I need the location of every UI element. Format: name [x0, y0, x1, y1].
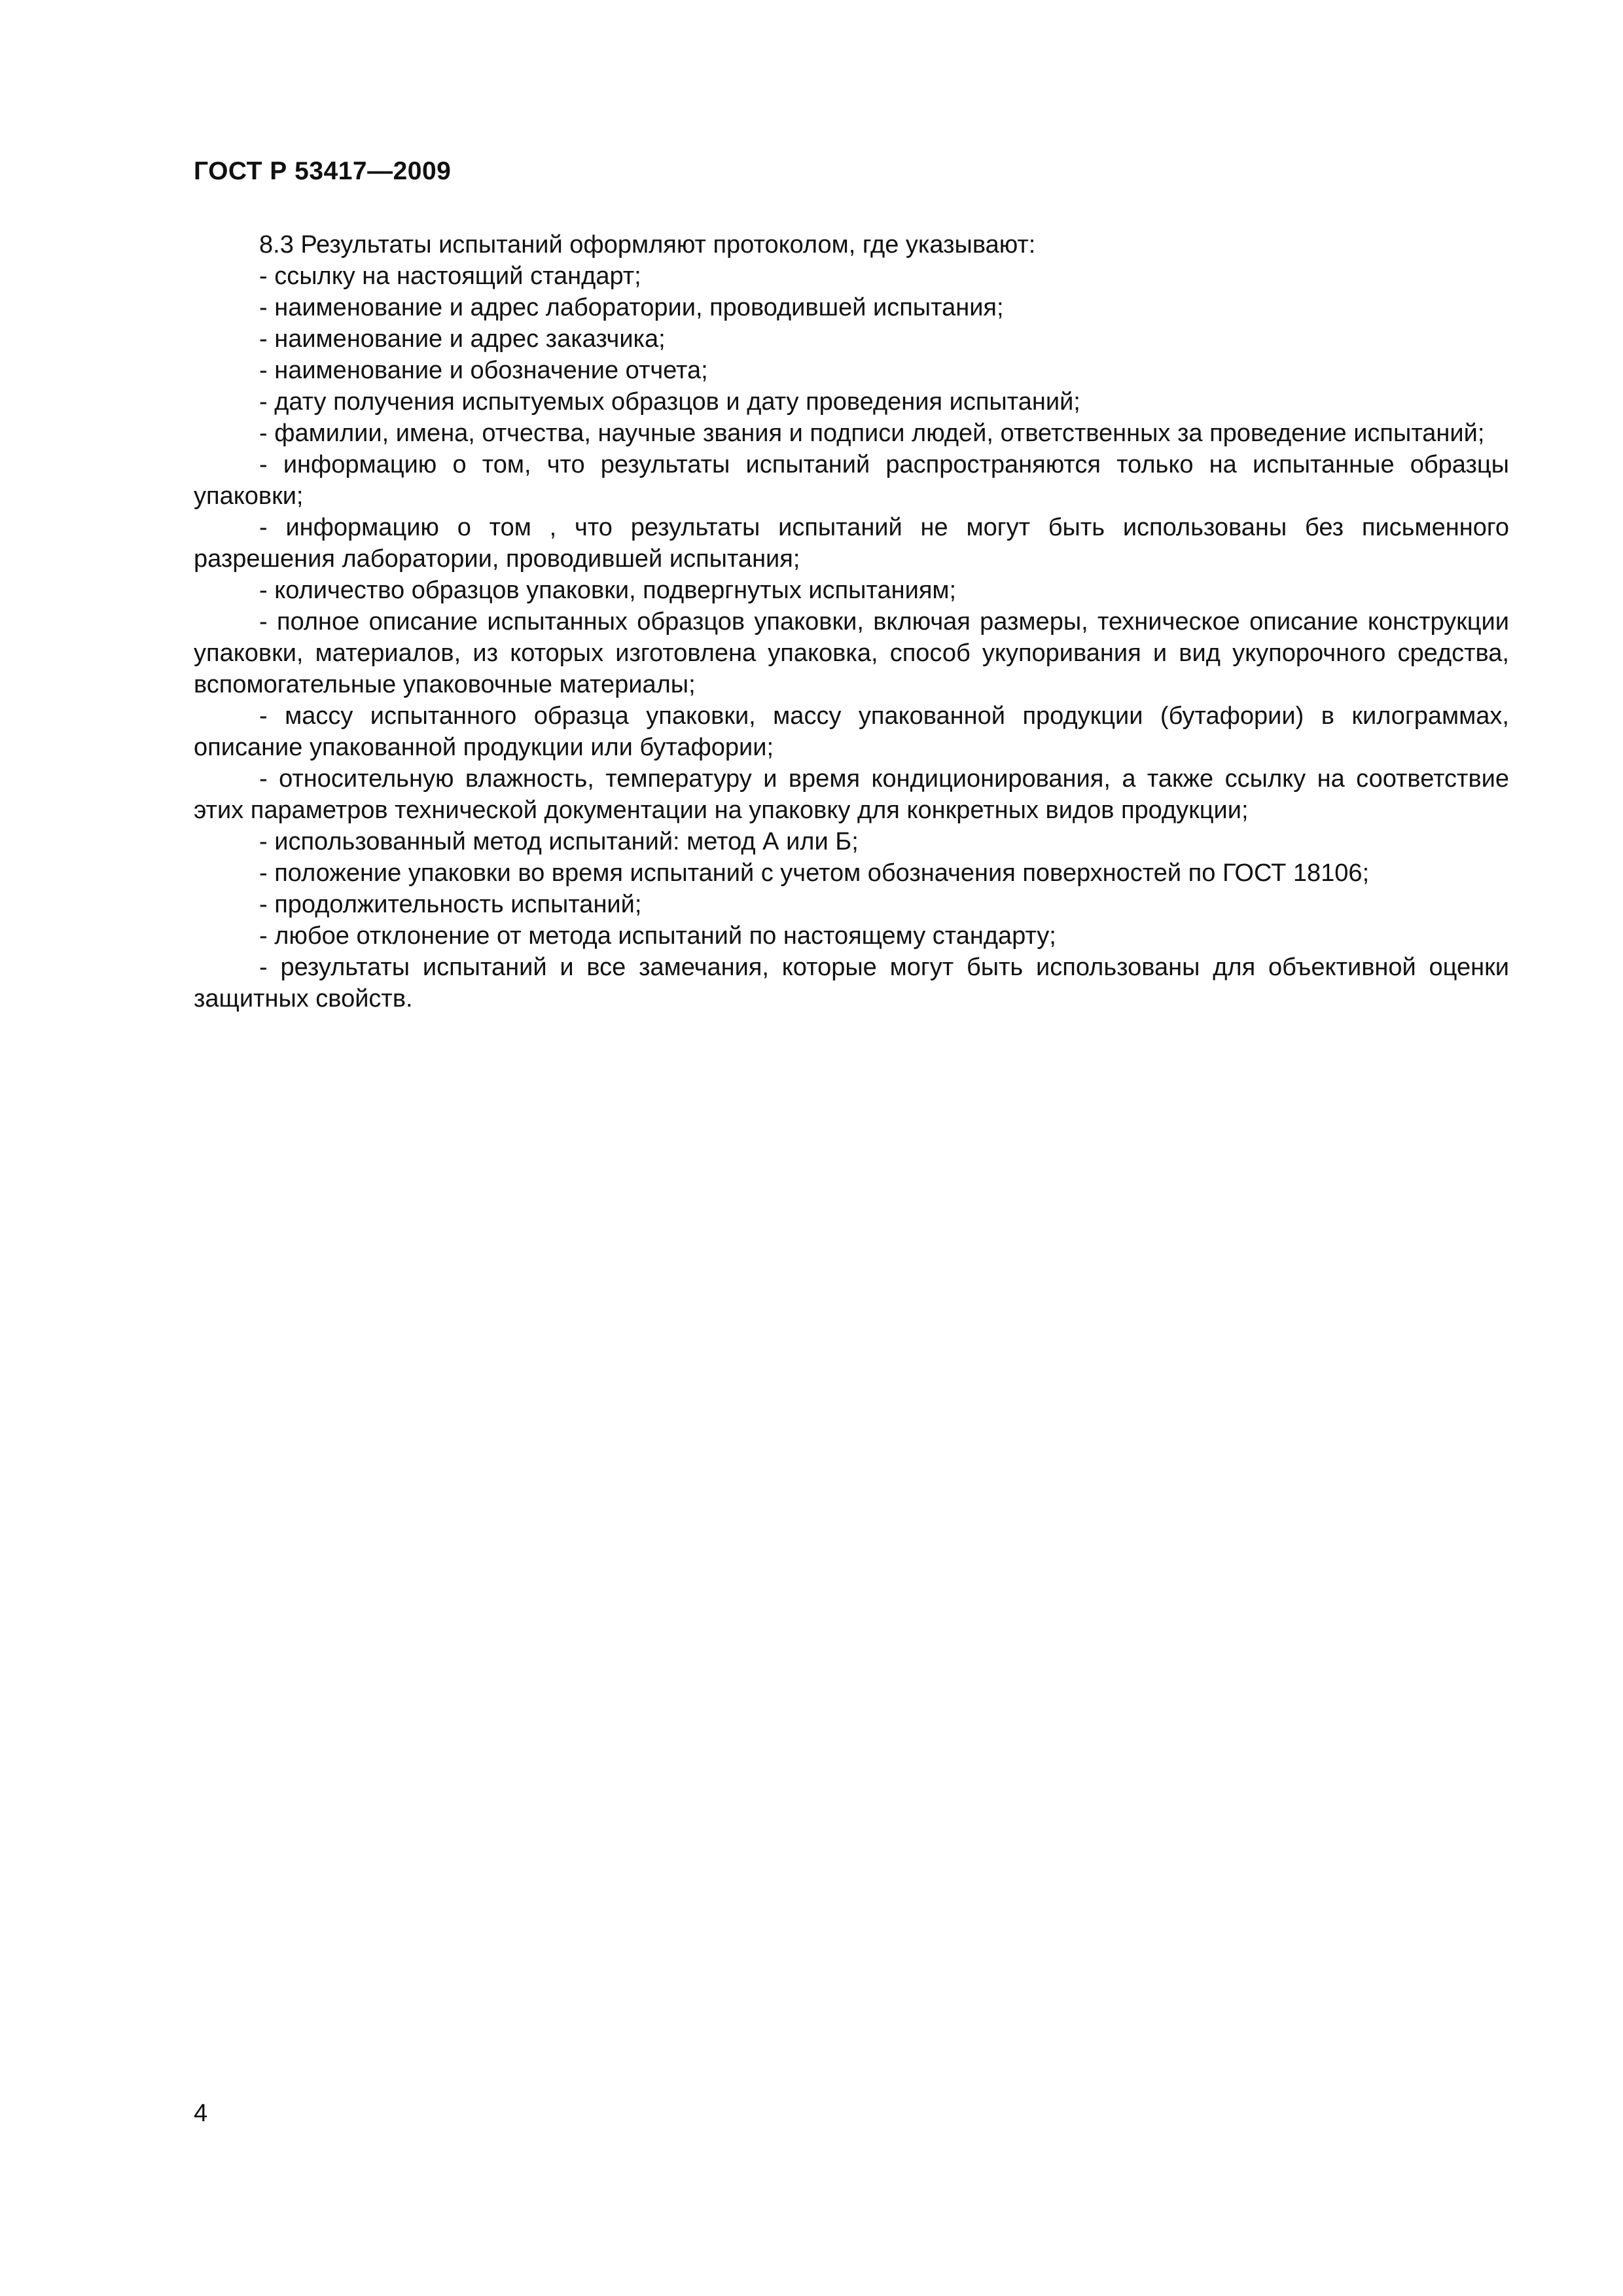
list-item: - наименование и адрес лаборатории, проводившей испытания; — [259, 294, 1004, 321]
list-item: - наименование и адрес заказчика; — [259, 325, 666, 353]
list-item: - информацию о том, что результаты испытаний распространяются только на испытанные образцы упаковки; — [194, 451, 1509, 510]
document-header: ГОСТ Р 53417—2009 — [194, 157, 452, 185]
list-item: - относительную влажность, температуру и время кондиционирования, а также ссылку на соответствие этих параметров технической документации на упаковку для конкретных видов продукции; — [194, 765, 1509, 824]
section-intro: 8.3 Результаты испытаний оформляют протоколом, где указывают: — [259, 231, 1036, 259]
list-item: - дату получения испытуемых образцов и дату проведения испытаний; — [259, 388, 1080, 416]
list-item: - наименование и обозначение отчета; — [259, 357, 708, 384]
section-8-3 — [194, 229, 1509, 1014]
list-item: - фамилии, имена, отчества, научные звания и подписи людей, ответственных за проведение испытаний; — [259, 420, 1485, 447]
list-item: - результаты испытаний и все замечания, которые могут быть использованы для объективной оценки защитных свойств. — [194, 954, 1509, 1013]
list-item: - продолжительность испытаний; — [259, 891, 642, 918]
list-item: - ссылку на настоящий стандарт; — [259, 262, 641, 290]
list-item: - любое отклонение от метода испытаний по настоящему стандарту; — [259, 922, 1056, 950]
list-item: - положение упаковки во время испытаний с учетом обозначения поверхностей по ГОСТ 18106; — [259, 859, 1370, 887]
list-item: - полное описание испытанных образцов упаковки, включая размеры, техническое описание конструкции упаковки, материалов, из которых изготовлена упаковка, способ укупоривания и вид укупорочного средства, вспомогательные упаковочные материалы; — [194, 608, 1509, 698]
list-item: - информацию о том , что результаты испытаний не могут быть использованы без письменного разрешения лаборатории, проводившей испытания; — [194, 514, 1509, 573]
page-number: 4 — [194, 2100, 208, 2127]
list-item: - количество образцов упаковки, подвергнутых испытаниям; — [259, 577, 957, 604]
list-item: - массу испытанного образца упаковки, массу упакованной продукции (бутафории) в килограммах, описание упакованной продукции или бутафории; — [194, 702, 1509, 761]
list-item: - использованный метод испытаний: метод А или Б; — [259, 828, 859, 855]
